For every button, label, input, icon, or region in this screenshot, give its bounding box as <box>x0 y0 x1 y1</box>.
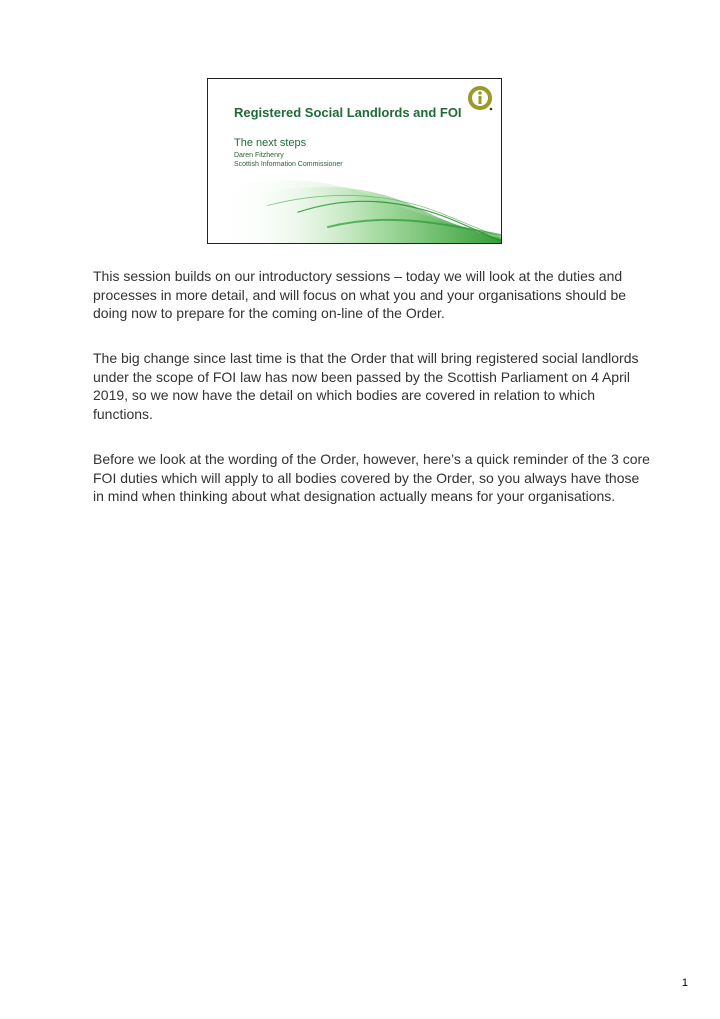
author-role: Scottish Information Commissioner <box>234 161 343 168</box>
author-name: Daren Fitzhenry <box>234 152 284 159</box>
paragraph-intro: This session builds on our introductory sessions – today we will look at the duties and processes in more detail, and will focus on what you and your organisations should be doing now to prepare for the coming on-line of the Order. <box>93 268 627 321</box>
scottish-information-commissioner-logo-icon <box>467 85 493 111</box>
slide-thumbnail <box>207 78 502 244</box>
paragraph-order-passed: The big change since last time is that the Order that will bring registered social landlords under the scope of FOI law has now been passed by the Scottish Parliament on 4 April 2019, so we now have the detail on which bodies are covered in relation to which functions. <box>93 350 639 422</box>
slide-author <box>234 151 343 169</box>
paragraph-core-duties: Before we look at the wording of the Order, however, here’s a quick reminder of the 3 core FOI duties which will apply to all bodies covered by the Order, so you always have those in mind when thinking about what designation actually means for your organisations. <box>93 451 650 504</box>
slide-title: Registered Social Landlords and FOI <box>234 105 462 120</box>
page-number: 1 <box>681 977 688 989</box>
slide-subtitle: The next steps <box>234 137 307 149</box>
